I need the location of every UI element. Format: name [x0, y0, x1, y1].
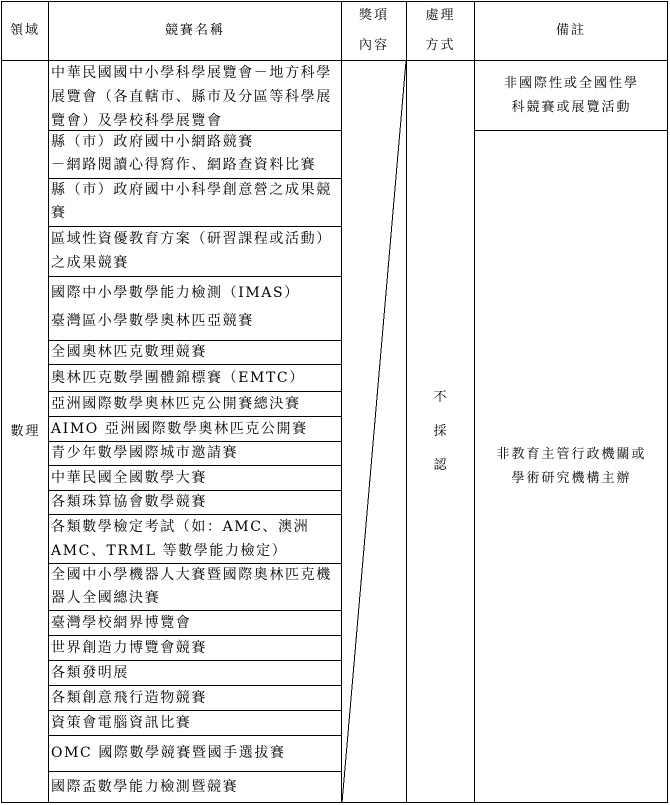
competition-row-3 — [50, 179, 341, 226]
handling-char-2: 採 — [433, 423, 449, 439]
remark-2-line-2: 學術研究機構主辦 — [511, 470, 632, 486]
row-3-line-2: 賽 — [51, 205, 67, 221]
competition-row-14 — [50, 564, 341, 610]
header-handling — [407, 2, 474, 60]
header-handling-line-2: 方式 — [425, 38, 456, 53]
header-handling-line-1: 處理 — [425, 8, 456, 23]
competition-row-1 — [50, 61, 341, 130]
row-5-line-2: 臺灣區小學數學奧林匹亞競賽 — [51, 313, 254, 329]
row-1-line-3: 覽會）及學校科學展覽會 — [51, 113, 223, 129]
competition-row-7: 奧林匹克數學團體錦標賽（EMTC） — [51, 370, 305, 386]
remark-1 — [475, 61, 667, 130]
competition-row-19: 資策會電腦資訊比賽 — [51, 715, 192, 731]
competition-row-11: 中華民國全國數學大賽 — [51, 470, 207, 486]
row-2-line-1: 縣（市）政府國中小網路競賽 — [51, 134, 254, 150]
row-4-line-1: 區域性資優教育方案（研習課程或活動） — [51, 231, 332, 247]
competition-row-15: 臺灣學校網界博覽會 — [51, 615, 192, 631]
row-1-line-1: 中華民國國中小學科學展覽會－地方科學 — [51, 65, 332, 81]
competition-row-8: 亞洲國際數學奧林匹克公開賽總決賽 — [51, 396, 301, 412]
row-14-line-1: 全國中小學機器人大賽暨國際奧林匹克機 — [51, 567, 332, 583]
competition-row-2 — [50, 131, 341, 178]
header-domain: 領域 — [9, 23, 40, 38]
handling-cell — [407, 61, 474, 802]
competition-row-10: 青少年數學國際城市邀請賽 — [51, 445, 239, 461]
header-award-content — [342, 2, 406, 60]
competition-row-17: 各類發明展 — [51, 665, 129, 681]
row-4-line-2: 之成果競賽 — [51, 255, 129, 271]
header-competition-name: 競賽名稱 — [164, 23, 225, 38]
remark-2-line-1: 非教育主管行政機關或 — [496, 446, 647, 462]
competition-row-16: 世界創造力博覽會競賽 — [51, 640, 207, 656]
competition-row-4 — [50, 227, 341, 276]
competition-row-5 — [50, 277, 341, 340]
row-14-line-2: 器人全國總決賽 — [51, 590, 161, 606]
competition-row-18: 各類創意飛行造物競賽 — [51, 690, 207, 706]
row-3-line-1: 縣（市）政府國中小科學創意營之成果競 — [51, 182, 332, 198]
row-1-line-2: 展覽會（各直轄市、縣市及分區等科學展 — [51, 89, 332, 105]
row-13-line-2: AMC、TRML 等數學能力檢定） — [51, 543, 288, 559]
remark-1-line-2: 科競賽或展覽活動 — [511, 99, 632, 115]
header-award-line-1: 獎項 — [358, 8, 389, 23]
competition-row-12: 各類珠算協會數學競賽 — [51, 494, 207, 510]
handling-char-3: 認 — [433, 457, 449, 473]
competition-row-13 — [50, 515, 341, 563]
handling-char-1: 不 — [433, 389, 449, 405]
row-5-line-1: 國際中小學數學能力檢測（IMAS） — [51, 285, 300, 301]
competition-row-20: OMC 國際數學競賽暨國手選拔賽 — [51, 745, 286, 761]
row-2-line-2: －網路閱讀心得寫作、網路查資料比賽 — [51, 157, 317, 173]
competition-row-6: 全國奧林匹克數理競賽 — [51, 344, 207, 360]
competition-row-21: 國際盃數學能力檢測暨競賽 — [51, 779, 239, 795]
row-13-line-1: 各類數學檢定考試（如：AMC、澳洲 — [51, 519, 310, 535]
domain-cell: 數理 — [10, 423, 41, 439]
header-award-line-2: 內容 — [358, 38, 389, 53]
remark-1-line-1: 非國際性或全國性學 — [503, 75, 639, 91]
remark-2 — [475, 131, 667, 802]
competition-row-9: AIMO 亞洲國際數學奧林匹克公開賽 — [51, 421, 308, 437]
header-remarks: 備註 — [555, 23, 586, 38]
